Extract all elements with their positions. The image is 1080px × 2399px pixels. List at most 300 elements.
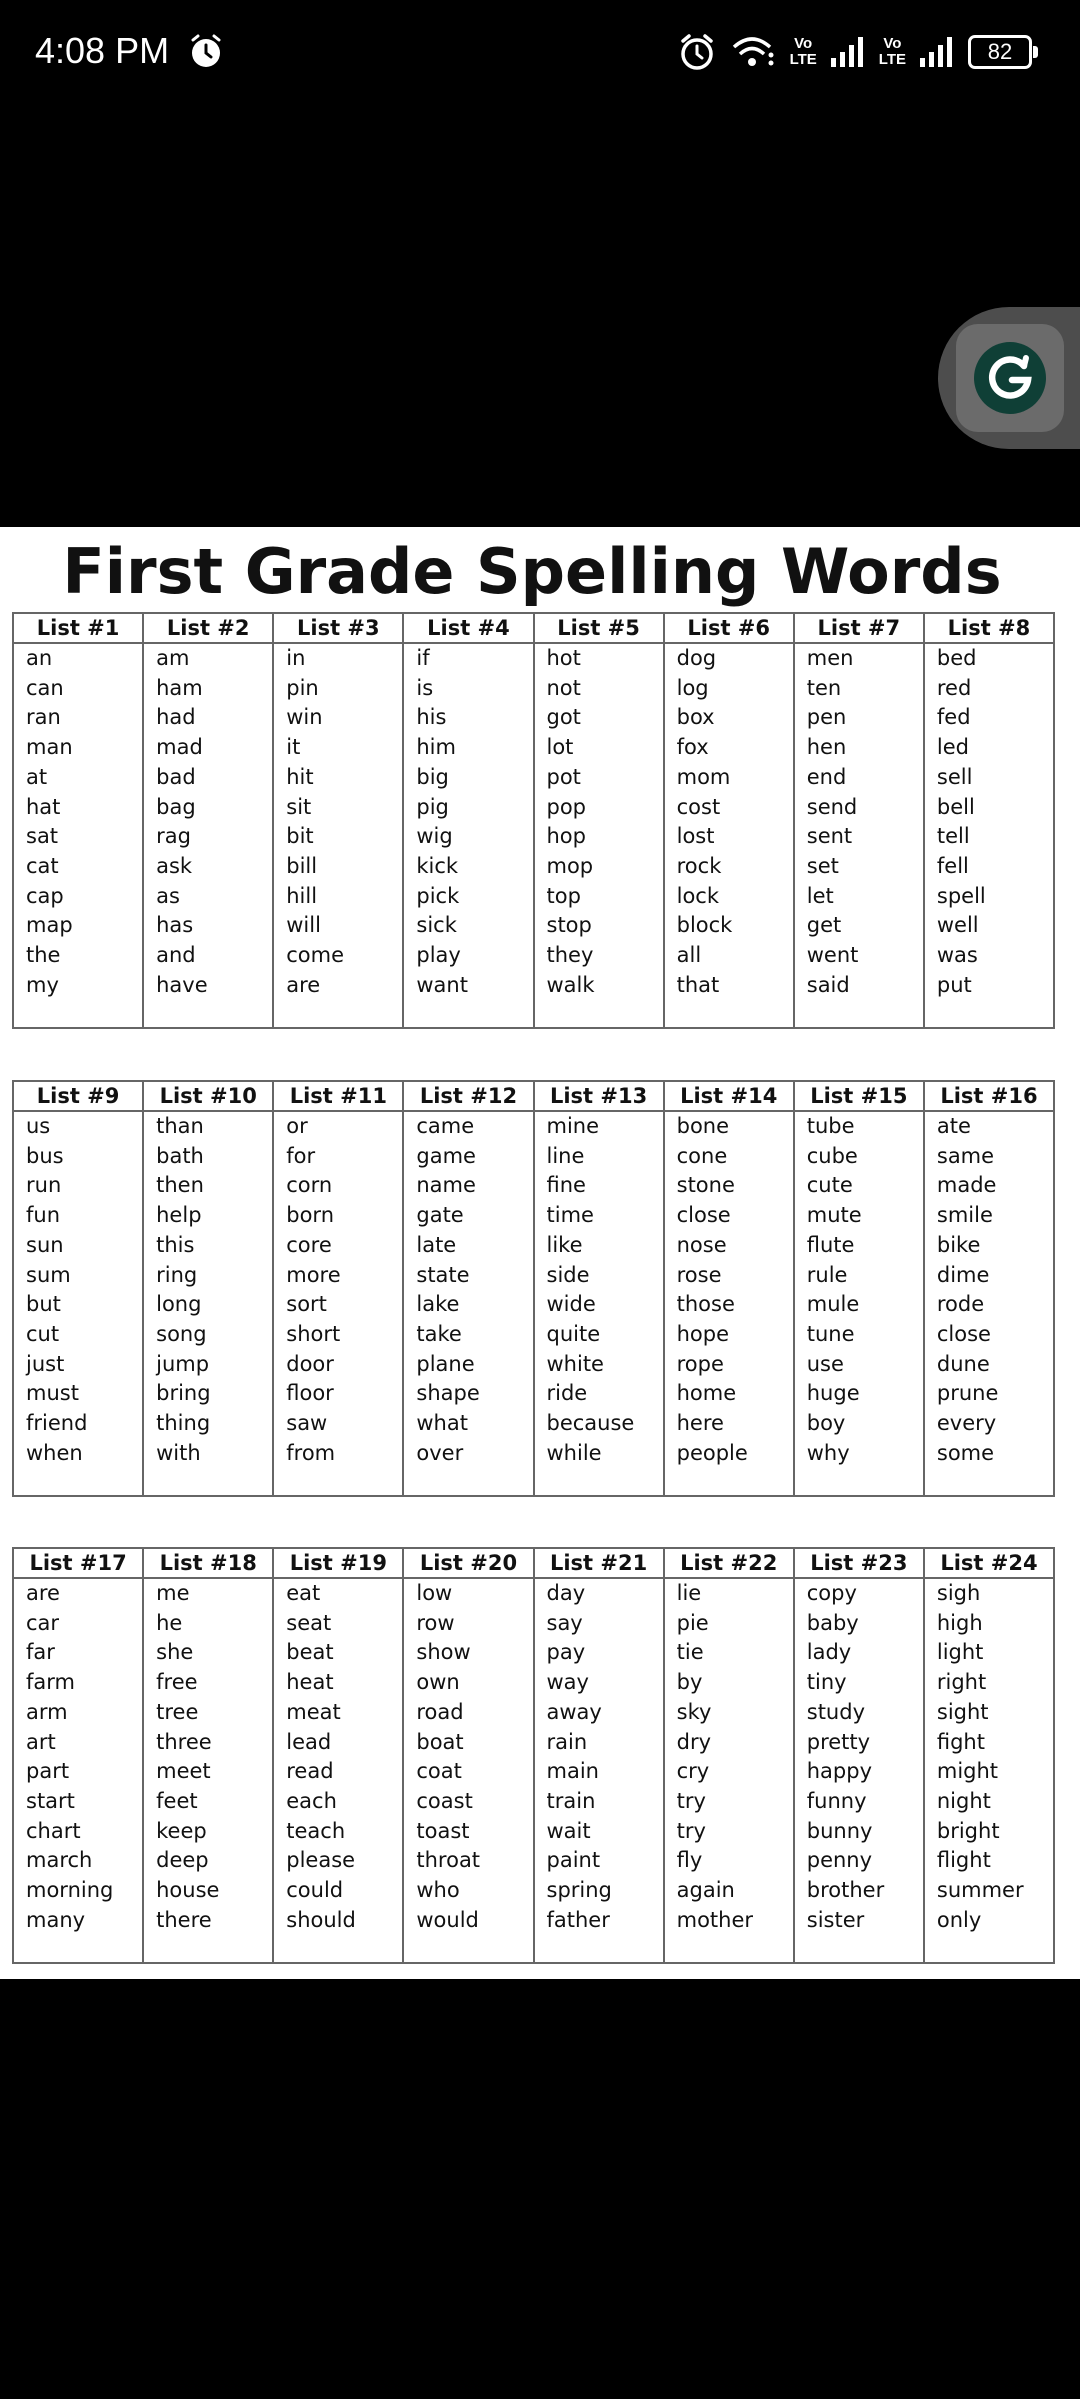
list-header: List #1: [13, 613, 143, 643]
spelling-word: sort: [286, 1292, 327, 1317]
spelling-word: kick: [416, 853, 459, 878]
grammarly-g-icon: [972, 340, 1048, 416]
spelling-word: tiny: [806, 1670, 847, 1695]
spelling-word: born: [286, 1203, 335, 1228]
spelling-word: study: [806, 1699, 865, 1724]
spelling-word: bike: [936, 1232, 981, 1257]
spelling-word: tree: [156, 1699, 199, 1724]
spelling-word: who: [416, 1878, 460, 1903]
list-header: List #14: [664, 1081, 794, 1111]
spelling-word: us: [26, 1114, 51, 1138]
spelling-word: sick: [416, 913, 457, 938]
spelling-word: stone: [676, 1173, 735, 1198]
spelling-word: me: [156, 1581, 190, 1605]
list-column: [403, 643, 533, 1028]
spelling-word: paint: [546, 1848, 601, 1873]
spelling-word: row: [416, 1610, 455, 1635]
spelling-word: free: [156, 1670, 198, 1695]
spelling-word: walk: [546, 972, 595, 997]
spelling-word: rain: [546, 1729, 588, 1754]
spelling-word: same: [936, 1143, 995, 1168]
spelling-word: tune: [806, 1321, 855, 1346]
list-column: [143, 643, 273, 1028]
spelling-word: got: [546, 705, 581, 730]
spelling-word: red: [936, 675, 972, 700]
spelling-word: log: [676, 675, 709, 700]
spelling-word: an: [26, 646, 53, 670]
spelling-word: pretty: [806, 1729, 871, 1754]
spelling-word: light: [936, 1640, 984, 1665]
list-header: List #16: [924, 1081, 1054, 1111]
spelling-word: pot: [546, 764, 581, 789]
spelling-word: deep: [156, 1848, 209, 1873]
status-bar: [0, 0, 1080, 110]
spelling-word: sit: [286, 794, 312, 819]
spelling-word: way: [546, 1670, 589, 1695]
spelling-word: pay: [546, 1640, 586, 1665]
spelling-word: fun: [26, 1203, 61, 1228]
spelling-word: bright: [936, 1818, 1000, 1843]
spelling-word: high: [936, 1610, 983, 1635]
spelling-word: should: [286, 1907, 356, 1932]
wifi-icon: [730, 33, 776, 71]
spelling-word: three: [156, 1729, 212, 1754]
spelling-word: some: [936, 1440, 995, 1465]
list-header: List #19: [273, 1548, 403, 1578]
spelling-word: if: [416, 646, 430, 670]
spelling-word: bunny: [806, 1818, 873, 1843]
list-column: [664, 643, 794, 1028]
spelling-word: am: [156, 646, 190, 670]
list-column: [534, 643, 664, 1028]
spelling-word: but: [26, 1292, 61, 1317]
spelling-word: lady: [806, 1640, 852, 1665]
spelling-word: tie: [676, 1640, 704, 1665]
spelling-word: brother: [806, 1878, 885, 1903]
spelling-word: state: [416, 1262, 470, 1287]
list-column: [534, 1578, 664, 1963]
spelling-word: hot: [546, 646, 581, 670]
spelling-word: sister: [806, 1907, 865, 1932]
spelling-word: cut: [26, 1321, 60, 1346]
spelling-word: funny: [806, 1788, 867, 1813]
spelling-word: throat: [416, 1848, 481, 1873]
spelling-word: top: [546, 883, 581, 908]
spelling-word: rock: [676, 853, 722, 878]
spelling-word: please: [286, 1848, 356, 1873]
spelling-word: bag: [156, 794, 196, 819]
spelling-word: sky: [676, 1699, 712, 1724]
spelling-word: game: [416, 1143, 476, 1168]
spelling-word: it: [286, 735, 301, 760]
grammarly-icon-container[interactable]: [956, 324, 1064, 432]
spelling-word: because: [546, 1411, 635, 1436]
spelling-word: ten: [806, 675, 842, 700]
spelling-word: he: [156, 1610, 183, 1635]
list-column: [403, 1578, 533, 1963]
spelling-word: map: [26, 913, 73, 938]
spelling-word: sat: [26, 824, 59, 849]
spelling-word: march: [26, 1848, 93, 1873]
spelling-word: dog: [676, 646, 717, 670]
spelling-word: hill: [286, 883, 318, 908]
spelling-word: went: [806, 943, 859, 968]
spelling-word: ham: [156, 675, 203, 700]
list-header: List #24: [924, 1548, 1054, 1578]
spelling-word: away: [546, 1699, 602, 1724]
list-column: [924, 1111, 1054, 1496]
spelling-word: use: [806, 1351, 844, 1376]
spelling-word: huge: [806, 1381, 860, 1406]
spelling-word: mule: [806, 1292, 860, 1317]
spelling-word: ate: [936, 1114, 971, 1138]
table-header-row: [13, 1548, 1054, 1578]
spelling-word: morning: [26, 1878, 114, 1903]
spelling-word: spell: [936, 883, 986, 908]
spelling-word: rode: [936, 1292, 985, 1317]
spelling-word: mine: [546, 1114, 600, 1138]
spelling-word: send: [806, 794, 858, 819]
spelling-word: hen: [806, 735, 847, 760]
list-header: List #8: [924, 613, 1054, 643]
spelling-word: sun: [26, 1232, 64, 1257]
spelling-word: or: [286, 1114, 308, 1138]
spelling-word: all: [676, 943, 702, 968]
spelling-word: win: [286, 705, 323, 730]
spelling-word: chart: [26, 1818, 81, 1843]
list-column: [273, 1111, 403, 1496]
list-header: List #23: [794, 1548, 924, 1578]
spelling-word: mom: [676, 764, 731, 789]
spelling-word: led: [936, 735, 969, 760]
spelling-word: will: [286, 913, 321, 938]
list-column: [13, 1578, 143, 1963]
list-header: List #5: [534, 613, 664, 643]
spelling-word: lost: [676, 824, 715, 849]
spelling-word: dime: [936, 1262, 990, 1287]
table-row: [13, 1578, 1054, 1963]
spelling-word: pen: [806, 705, 847, 730]
list-column: [143, 1111, 273, 1496]
volte-label-2: Vo LTE: [878, 35, 906, 68]
spelling-word: mute: [806, 1203, 862, 1228]
list-column: [924, 1578, 1054, 1963]
list-column: [794, 1111, 924, 1496]
spelling-word: sum: [26, 1262, 71, 1287]
table-row: [13, 643, 1054, 1028]
spelling-word: for: [286, 1143, 316, 1168]
spelling-word: with: [156, 1440, 201, 1465]
spelling-word: coast: [416, 1788, 473, 1813]
spelling-word: might: [936, 1759, 999, 1784]
spelling-word: tell: [936, 824, 970, 849]
spelling-word: by: [676, 1670, 703, 1695]
spelling-word: smile: [936, 1203, 993, 1228]
spelling-word: not: [546, 675, 581, 700]
spelling-word: just: [26, 1351, 65, 1376]
spelling-word: show: [416, 1640, 471, 1665]
spelling-word: ask: [156, 853, 193, 878]
spelling-word: sent: [806, 824, 853, 849]
spelling-word: read: [286, 1759, 334, 1784]
list-column: [794, 1578, 924, 1963]
spelling-word: sight: [936, 1699, 989, 1724]
spelling-word: boy: [806, 1411, 846, 1436]
spelling-word: bad: [156, 764, 196, 789]
spelling-word: own: [416, 1670, 460, 1695]
spelling-word: seat: [286, 1610, 332, 1635]
list-header: List #18: [143, 1548, 273, 1578]
spelling-word: cry: [676, 1759, 710, 1784]
spelling-word: what: [416, 1411, 468, 1436]
spelling-word: let: [806, 883, 834, 908]
list-header: List #3: [273, 613, 403, 643]
spelling-word: flight: [936, 1848, 991, 1873]
spelling-word: wig: [416, 824, 453, 849]
spelling-word: feet: [156, 1788, 198, 1813]
spelling-word: play: [416, 943, 461, 968]
list-header: List #7: [794, 613, 924, 643]
spelling-word: bill: [286, 853, 318, 878]
spelling-word: came: [416, 1114, 475, 1138]
spelling-word: boat: [416, 1729, 464, 1754]
spelling-word: pin: [286, 675, 319, 700]
spelling-word: can: [26, 675, 64, 700]
spelling-word: bell: [936, 794, 975, 819]
spelling-word: pick: [416, 883, 460, 908]
spelling-word: want: [416, 972, 468, 997]
spelling-word: teach: [286, 1818, 346, 1843]
spelling-word: the: [26, 943, 61, 968]
spelling-word: hit: [286, 764, 314, 789]
spelling-word: day: [546, 1581, 586, 1605]
spelling-word: gate: [416, 1203, 464, 1228]
spelling-word: bone: [676, 1114, 730, 1138]
spelling-word: start: [26, 1788, 75, 1813]
list-column: [924, 643, 1054, 1028]
spelling-word: end: [806, 764, 847, 789]
list-column: [794, 643, 924, 1028]
spelling-word: toast: [416, 1818, 470, 1843]
spelling-word: happy: [806, 1759, 873, 1784]
spelling-word: wide: [546, 1292, 596, 1317]
spelling-word: lie: [676, 1581, 702, 1605]
spelling-word: meet: [156, 1759, 211, 1784]
list-header: List #6: [664, 613, 794, 643]
spelling-word: only: [936, 1907, 982, 1932]
spelling-word: my: [26, 972, 59, 997]
spelling-word: baby: [806, 1610, 859, 1635]
spelling-word: main: [546, 1759, 599, 1784]
spelling-word: try: [676, 1788, 706, 1813]
spelling-word: lot: [546, 735, 574, 760]
list-header: List #12: [403, 1081, 533, 1111]
table-row: [13, 1111, 1054, 1496]
spelling-word: cat: [26, 853, 59, 878]
spelling-word: is: [416, 675, 434, 700]
spelling-word: bath: [156, 1143, 204, 1168]
spelling-word: must: [26, 1381, 79, 1406]
spelling-word: have: [156, 972, 208, 997]
spelling-word: door: [286, 1351, 334, 1376]
word-table-1: [12, 612, 1055, 1029]
spelling-word: cone: [676, 1143, 728, 1168]
list-header: List #21: [534, 1548, 664, 1578]
spelling-word: flute: [806, 1232, 855, 1257]
spelling-word: many: [26, 1907, 86, 1932]
spelling-word: fine: [546, 1173, 586, 1198]
list-column: [403, 1111, 533, 1496]
spelling-word: take: [416, 1321, 462, 1346]
spelling-word: lead: [286, 1729, 332, 1754]
floating-grammarly-button[interactable]: [938, 307, 1080, 449]
spelling-word: hop: [546, 824, 586, 849]
spelling-word: low: [416, 1581, 453, 1605]
spelling-word: why: [806, 1440, 850, 1465]
spelling-word: time: [546, 1203, 594, 1228]
list-column: [664, 1111, 794, 1496]
spelling-word: men: [806, 646, 854, 670]
spelling-word: ride: [546, 1381, 588, 1406]
spelling-word: come: [286, 943, 345, 968]
spelling-word: plane: [416, 1351, 475, 1376]
spelling-word: fly: [676, 1848, 703, 1873]
spelling-word: fight: [936, 1729, 985, 1754]
spelling-word: from: [286, 1440, 336, 1465]
spelling-word: said: [806, 972, 850, 997]
spelling-word: lock: [676, 883, 720, 908]
spelling-word: there: [156, 1907, 212, 1932]
spelling-word: eat: [286, 1581, 321, 1605]
spelling-word: ran: [26, 705, 61, 730]
alarm-icon: [188, 34, 224, 70]
signal-icon-2: [920, 36, 954, 68]
spelling-word: copy: [806, 1581, 857, 1605]
spelling-word: wait: [546, 1818, 591, 1843]
spelling-word: pie: [676, 1610, 709, 1635]
spelling-word: floor: [286, 1381, 334, 1406]
spelling-word: more: [286, 1262, 341, 1287]
alarm-clock-icon: [678, 33, 716, 71]
spelling-word: farm: [26, 1670, 75, 1695]
spelling-word: mop: [546, 853, 594, 878]
spelling-word: meat: [286, 1699, 341, 1724]
list-header: List #20: [403, 1548, 533, 1578]
list-column: [534, 1111, 664, 1496]
spelling-word: at: [26, 764, 48, 789]
spelling-word: they: [546, 943, 594, 968]
spelling-word: try: [676, 1818, 706, 1843]
spelling-word: like: [546, 1232, 583, 1257]
spelling-word: bus: [26, 1143, 64, 1168]
spelling-word: far: [26, 1640, 55, 1665]
spelling-word: fed: [936, 705, 971, 730]
spelling-word: penny: [806, 1848, 873, 1873]
spelling-word: road: [416, 1699, 464, 1724]
list-column: [664, 1578, 794, 1963]
spelling-word: again: [676, 1878, 735, 1903]
spelling-word: was: [936, 943, 978, 968]
spelling-word: pig: [416, 794, 449, 819]
spelling-word: are: [286, 972, 321, 997]
spelling-word: summer: [936, 1878, 1024, 1903]
spelling-words-image: [0, 527, 1080, 1979]
spelling-word: cap: [26, 883, 64, 908]
spelling-word: over: [416, 1440, 464, 1465]
spelling-word: quite: [546, 1321, 601, 1346]
spelling-word: made: [936, 1173, 997, 1198]
spelling-word: car: [26, 1610, 60, 1635]
spelling-word: she: [156, 1640, 194, 1665]
spelling-word: bit: [286, 824, 314, 849]
spelling-word: nose: [676, 1232, 727, 1257]
spelling-word: ring: [156, 1262, 198, 1287]
spelling-word: in: [286, 646, 306, 670]
spelling-word: mad: [156, 735, 203, 760]
list-header: List #11: [273, 1081, 403, 1111]
spelling-word: house: [156, 1878, 220, 1903]
list-header: List #17: [13, 1548, 143, 1578]
spelling-word: saw: [286, 1411, 328, 1436]
spelling-word: coat: [416, 1759, 462, 1784]
spelling-word: box: [676, 705, 715, 730]
spelling-word: beat: [286, 1640, 334, 1665]
spelling-word: and: [156, 943, 196, 968]
spelling-word: part: [26, 1759, 70, 1784]
spelling-word: rule: [806, 1262, 848, 1287]
spelling-word: thing: [156, 1411, 211, 1436]
spelling-word: cute: [806, 1173, 853, 1198]
spelling-word: father: [546, 1907, 610, 1932]
spelling-word: fox: [676, 735, 709, 760]
spelling-word: well: [936, 913, 979, 938]
spelling-word: every: [936, 1411, 997, 1436]
spelling-word: rag: [156, 824, 191, 849]
list-column: [143, 1578, 273, 1963]
spelling-word: people: [676, 1440, 748, 1465]
spelling-word: shape: [416, 1381, 480, 1406]
spelling-word: than: [156, 1114, 204, 1138]
spelling-word: help: [156, 1203, 202, 1228]
spelling-word: hope: [676, 1321, 730, 1346]
spelling-word: song: [156, 1321, 207, 1346]
spelling-word: close: [676, 1203, 731, 1228]
status-time: 4:08 PM: [35, 30, 170, 71]
spelling-word: rose: [676, 1262, 722, 1287]
spelling-word: pop: [546, 794, 587, 819]
spelling-word: dry: [676, 1729, 712, 1754]
spelling-word: sell: [936, 764, 973, 789]
spelling-word: fell: [936, 853, 969, 878]
spelling-word: dune: [936, 1351, 990, 1376]
spelling-word: his: [416, 705, 447, 730]
spelling-word: keep: [156, 1818, 207, 1843]
list-header: List #4: [403, 613, 533, 643]
word-table-2: [12, 1080, 1055, 1497]
spelling-word: long: [156, 1292, 202, 1317]
spelling-word: has: [156, 913, 194, 938]
list-header: List #22: [664, 1548, 794, 1578]
spelling-word: him: [416, 735, 456, 760]
spelling-word: had: [156, 705, 196, 730]
table-header-row: [13, 1081, 1054, 1111]
spelling-word: here: [676, 1411, 724, 1436]
spelling-word: corn: [286, 1173, 333, 1198]
spelling-word: bring: [156, 1381, 211, 1406]
spelling-word: say: [546, 1610, 583, 1635]
spelling-word: home: [676, 1381, 737, 1406]
spelling-word: jump: [156, 1351, 210, 1376]
